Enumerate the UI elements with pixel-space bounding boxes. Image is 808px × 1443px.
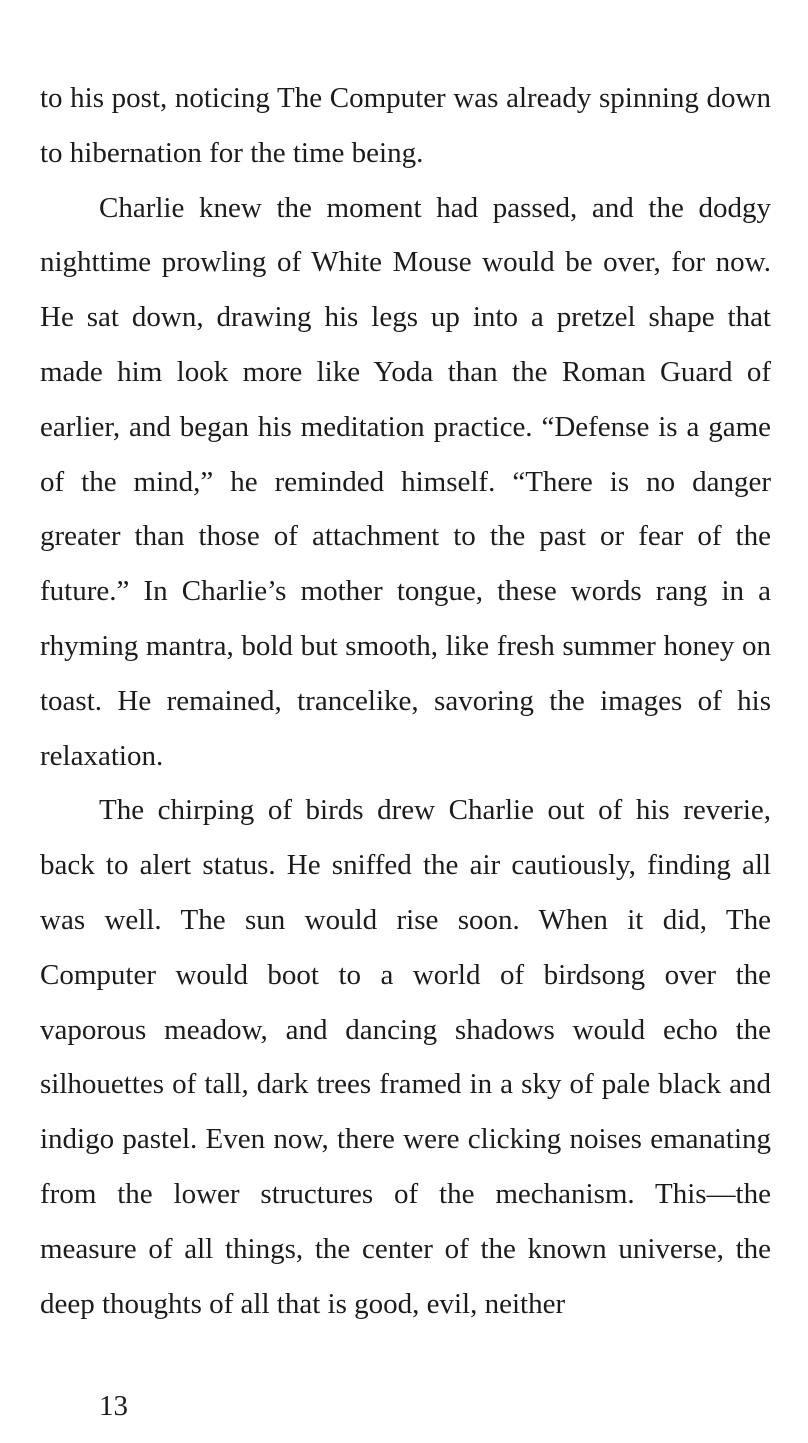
body-text bbox=[40, 71, 771, 1331]
paragraph-continuation: to his post, noticing The Computer was already spinning down to hibernation for the time being. bbox=[40, 82, 771, 169]
paragraph-meditation: Charlie knew the moment had passed, and the dodgy nighttime prowling of White Mouse would be over, for now. He sat down, drawing his legs up into a pretzel shape that made him look more like Yoda than the Roman Guard of earlier, and began his meditation practice. “Defense is a game of the mind,” he reminded himself. “There is no danger greater than those of attachment to the past or fear of the future.” In Charlie’s mother tongue, these words rang in a rhyming mantra, bold but smooth, like fresh summer honey on toast. He remained, trancelike, savoring the images of his relaxation. bbox=[40, 191, 771, 772]
page-number: 13 bbox=[99, 1390, 128, 1422]
paragraph-birds: The chirping of birds drew Charlie out of his reverie, back to alert status. He sniffed the air cautiously, finding all was well. The sun would rise soon. When it did, The Computer would boot to a world of birdsong over the vaporous meadow, and dancing shadows would echo the silhouettes of tall, dark trees framed in a sky of pale black and indigo pastel. Even now, there were clicking noises emanating from the lower structures of the mechanism. This—the measure of all things, the center of the known universe, the deep thoughts of all that is good, evil, neither bbox=[40, 794, 771, 1320]
